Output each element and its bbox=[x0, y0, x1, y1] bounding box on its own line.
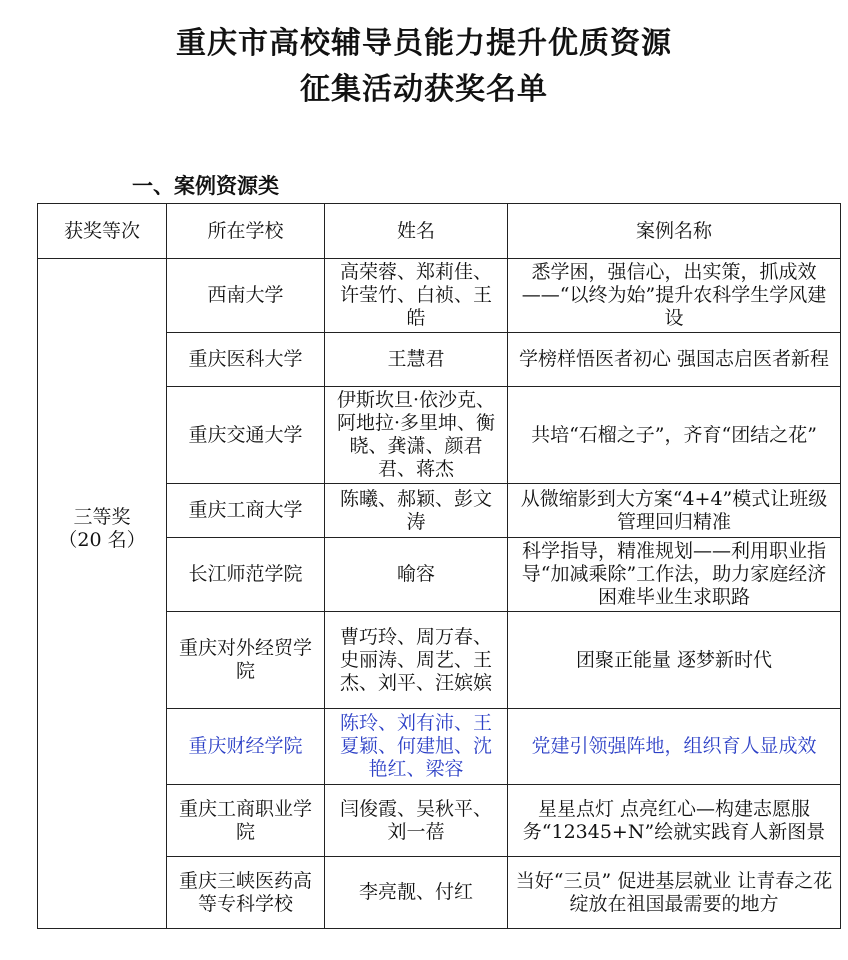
names-cell: 王慧君 bbox=[325, 333, 508, 387]
award-level-name: 三等奖 bbox=[73, 505, 131, 528]
school-cell: 重庆财经学院 bbox=[167, 709, 325, 785]
school-cell: 重庆工商职业学院 bbox=[167, 785, 325, 857]
names-cell: 伊斯坎旦·依沙克、阿地拉·多里坤、衡晓、龚潇、颜君君、蒋杰 bbox=[325, 387, 508, 484]
case-cell: 共培“石榴之子”，齐育“团结之花” bbox=[508, 387, 841, 484]
case-cell: 当好“三员” 促进基层就业 让青春之花绽放在祖国最需要的地方 bbox=[508, 857, 841, 929]
school-cell: 长江师范学院 bbox=[167, 538, 325, 612]
names-cell: 高荣蓉、郑莉佳、许莹竹、白祯、王皓 bbox=[325, 259, 508, 333]
case-cell: 学榜样悟医者初心 强国志启医者新程 bbox=[508, 333, 841, 387]
school-cell: 重庆交通大学 bbox=[167, 387, 325, 484]
school-cell: 重庆医科大学 bbox=[167, 333, 325, 387]
case-cell: 星星点灯 点亮红心—构建志愿服务“12345+N”绘就实践育人新图景 bbox=[508, 785, 841, 857]
header-award-level: 获奖等次 bbox=[38, 204, 167, 259]
case-cell: 科学指导，精准规划——利用职业指导“加减乘除”工作法，助力家庭经济困难毕业生求职路 bbox=[508, 538, 841, 612]
names-cell: 李亮靓、付红 bbox=[325, 857, 508, 929]
case-cell: 团聚正能量 逐梦新时代 bbox=[508, 612, 841, 709]
school-cell: 重庆工商大学 bbox=[167, 484, 325, 538]
case-cell: 悉学困，强信心，出实策，抓成效——“以终为始”提升农科学生学风建设 bbox=[508, 259, 841, 333]
table-header-row bbox=[38, 204, 841, 259]
header-case-title: 案例名称 bbox=[508, 204, 841, 259]
names-cell: 陈曦、郝颖、彭文涛 bbox=[325, 484, 508, 538]
school-cell: 重庆对外经贸学院 bbox=[167, 612, 325, 709]
table-row bbox=[38, 259, 841, 333]
school-cell: 西南大学 bbox=[167, 259, 325, 333]
header-names: 姓名 bbox=[325, 204, 508, 259]
names-cell: 陈玲、刘有沛、王夏颖、何建旭、沈艳红、梁容 bbox=[325, 709, 508, 785]
awards-table bbox=[37, 203, 841, 929]
header-school: 所在学校 bbox=[167, 204, 325, 259]
school-cell: 重庆三峡医药高等专科学校 bbox=[167, 857, 325, 929]
award-level-cell bbox=[38, 259, 167, 929]
case-cell: 从微缩影到大方案“4+4”模式让班级管理回归精准 bbox=[508, 484, 841, 538]
award-level-count: （20 名） bbox=[58, 528, 146, 551]
section-heading: 一、案例资源类 bbox=[132, 174, 279, 198]
case-cell: 党建引领强阵地，组织育人显成效 bbox=[508, 709, 841, 785]
names-cell: 曹巧玲、周万春、史丽涛、周艺、王杰、刘平、汪嫔嫔 bbox=[325, 612, 508, 709]
names-cell: 喻容 bbox=[325, 538, 508, 612]
names-cell: 闫俊霞、吴秋平、刘一蓓 bbox=[325, 785, 508, 857]
document-title-line1: 重庆市高校辅导员能力提升优质资源 bbox=[176, 26, 672, 61]
document-title-line2: 征集活动获奖名单 bbox=[300, 72, 548, 107]
